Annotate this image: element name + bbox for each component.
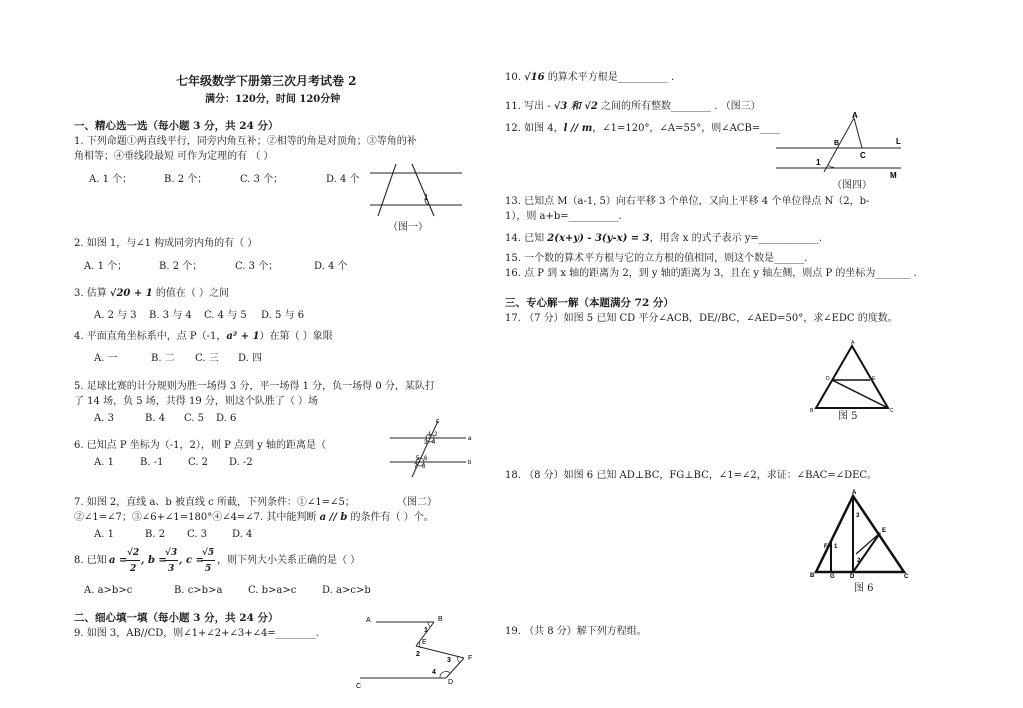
q11-text — [505, 101, 761, 113]
q3-math: √20 + 1 — [109, 288, 153, 299]
q3-option-d: D. 5 与 6 — [261, 310, 305, 321]
q1-option-d: D. 4 个 — [326, 174, 360, 185]
q8-a-fraction-bar — [126, 560, 140, 561]
figure-2 — [384, 415, 474, 480]
figure-6-label-A: A — [852, 490, 857, 496]
q8-c-label: , c = — [179, 555, 204, 566]
figure-2-caption: （图二） — [397, 497, 437, 508]
figure-2-label-1: 1 — [428, 432, 432, 438]
figure-1-label-angle-1: 1 — [424, 193, 429, 202]
section-2-heading: 二、细心填一填（每小题 3 分，共 24 分） — [74, 612, 279, 624]
figure-6-label-1: 1 — [834, 544, 838, 550]
figure-2-label-7: 7 — [414, 464, 418, 470]
q8-c-denominator: 5 — [205, 564, 212, 574]
q4-suffix: ）在第（ ）象限 — [259, 331, 333, 342]
q8-b-fraction-bar — [164, 560, 178, 561]
q8-b-numerator: √3 — [165, 548, 178, 558]
q10-suffix: 的算术平方根是__________ . — [544, 72, 675, 83]
figure-6-label-D: D — [850, 574, 855, 580]
figure-3-label-D: D — [448, 679, 454, 686]
figure-5-label-A: A — [851, 340, 855, 346]
q4-option-b: B. 二 — [151, 353, 175, 364]
figure-4-caption: （图四） — [832, 180, 872, 191]
q1-option-c: C. 3 个； — [240, 174, 284, 185]
q15-text: 15. 一个数的算术平方根与它的立方根的值相同，则这个数是______. — [505, 253, 808, 264]
section-1-heading: 一、精心选一选（每小题 3 分，共 24 分） — [74, 120, 279, 132]
q11-suffix: 之间的所有整数________ . （图三） — [597, 101, 761, 112]
q3-option-c: C. 4 与 5 — [204, 310, 247, 321]
q12-suffix: ，∠1=120°，∠A=55°，则∠ACB=____ — [592, 123, 781, 134]
q19-text: 19. （共 8 分）解下列方程组。 — [505, 626, 647, 637]
q5-option-a: A. 3 — [94, 413, 114, 424]
figure-5-label-C: C — [890, 408, 894, 414]
figure-6-label-2: 2 — [857, 558, 861, 564]
q6-option-b: B. -1 — [140, 457, 164, 468]
q8-option-a: A. a>b>c — [84, 585, 133, 596]
q4-option-d: D. 四 — [238, 353, 263, 364]
q7-option-c: C. 3 — [187, 529, 208, 540]
q4-text — [74, 331, 333, 343]
figure-2-label-6: 6 — [424, 456, 428, 462]
q14-prefix: 14. 已知 — [505, 233, 548, 244]
figure-2-label-5: 5 — [416, 456, 420, 462]
figure-4-label-A: A — [852, 111, 858, 120]
q7-math: a // b — [319, 512, 348, 523]
figure-3-label-E: E — [422, 639, 427, 646]
figure-4-label-1: 1 — [816, 158, 821, 167]
q8-suffix: ，则下列大小关系正确的是（ ） — [217, 555, 361, 566]
figure-6-label-G: G — [830, 574, 835, 580]
exam-title: 七年级数学下册第三次月考试卷 2 — [176, 74, 357, 88]
q4-option-a: A. 一 — [94, 353, 118, 364]
figure-4-label-B: B — [834, 140, 840, 147]
figure-3-label-F: F — [468, 655, 473, 662]
q2-option-b: B. 2 个； — [159, 261, 203, 272]
q2-option-d: D. 4 个 — [314, 261, 348, 272]
figure-4-label-C: C — [860, 151, 866, 160]
figure-6-label-F: F — [824, 544, 828, 550]
q7-line1: 7. 如图 2，直线 a、b 被直线 c 所截，下列条件：①∠1=∠5； — [74, 497, 355, 508]
figure-4 — [776, 112, 906, 178]
q17-text: 17. （7 分）如图 5 已知 CD 平分∠ACB，DE//BC，∠AED=50°，求∠EDC 的度数。 — [505, 313, 898, 324]
q8-c-fraction-bar — [201, 560, 215, 561]
q4-option-c: C. 三 — [195, 353, 219, 364]
section-3-heading: 三、专心解一解（本题满分 72 分） — [505, 297, 674, 309]
figure-3-label-3: 3 — [447, 657, 451, 664]
q9-text: 9. 如图 3，AB//CD，则∠1+∠2+∠3+∠4=________. — [74, 628, 319, 639]
q11-prefix: 11. 写出 - — [505, 101, 554, 112]
q10-math: √16 — [524, 72, 545, 83]
figure-5-caption: 图 5 — [838, 411, 858, 422]
figure-2-label-2: 2 — [434, 432, 438, 438]
figure-6-label-E: E — [882, 528, 887, 534]
q2-text: 2. 如图 1，与∠1 构成同旁内角的有（ ） — [74, 238, 258, 249]
q5-option-d: D. 6 — [216, 413, 237, 424]
q12-text — [505, 123, 780, 135]
figure-6-label-B: B — [810, 573, 815, 579]
q3-prefix: 3. 估算 — [74, 288, 110, 299]
q14-suffix: ，用含 x 的式子表示 y=____________. — [649, 233, 822, 244]
q7-line2 — [74, 512, 434, 524]
q12-prefix: 12. 如图 4， — [505, 123, 564, 134]
figure-3-label-1: 1 — [424, 627, 428, 634]
figure-2-label-a: a — [468, 436, 472, 442]
q6-option-d: D. -2 — [229, 457, 253, 468]
q6-option-c: C. 2 — [188, 457, 209, 468]
figure-5-label-E: E — [872, 376, 876, 382]
q1-line1: 1. 下列命题①两直线平行，同旁内角互补；②相等的角是对顶角；③等角的补 — [74, 136, 417, 147]
q8-b-label: , b = — [141, 555, 167, 566]
figure-4-label-L: L — [896, 137, 901, 146]
q7-line2-a: ②∠1=∠7；③∠6+∠1=180°④∠4=∠7. 其中能判断 — [74, 512, 320, 523]
q4-prefix: 4. 平面直角坐标系中，点 P（-1， — [74, 331, 227, 342]
q5-line2: 了 14 场，负 5 场，共得 19 分，则这个队胜了（ ）场 — [74, 396, 319, 407]
figure-4-label-M: M — [890, 171, 897, 180]
q8-c-numerator: √5 — [202, 548, 215, 558]
figure-3-label-4: 4 — [432, 669, 436, 676]
q7-option-a: A. 1 — [94, 529, 114, 540]
figure-3-label-B: B — [438, 616, 443, 623]
q8-option-d: D. a>c>b — [322, 585, 371, 596]
figure-2-label-b: b — [468, 460, 472, 466]
figure-3-label-2: 2 — [416, 651, 420, 658]
q13-line2: 1），则 a+b=__________. — [505, 211, 622, 222]
q1-option-b: B. 2 个； — [164, 174, 208, 185]
figure-2-label-c: c — [436, 418, 440, 425]
q7-line2-b: 的条件有（ ）个。 — [347, 512, 434, 523]
figure-6-label-C: C — [904, 574, 909, 580]
q8-a-numerator: √2 — [127, 548, 140, 558]
figure-2-label-3: 3 — [424, 440, 428, 446]
q11-math: √3 和 √2 — [553, 101, 598, 112]
q10-prefix: 10. — [505, 72, 525, 83]
q5-line1: 5. 足球比赛的计分规则为胜一场得 3 分，平一场得 1 分，负一场得 0 分，某队打 — [74, 381, 435, 392]
q18-text: 18. （8 分）如图 6 已知 AD⊥BC，FG⊥BC，∠1=∠2，求证：∠BAC=∠DEC。 — [505, 470, 878, 481]
figure-2-label-4: 4 — [432, 440, 436, 446]
q2-option-a: A. 1 个； — [84, 261, 128, 272]
figure-5 — [810, 340, 895, 412]
figure-6-caption: 图 6 — [854, 583, 874, 594]
figure-1 — [364, 160, 464, 220]
q16-text: 16. 点 P 到 x 轴的距离为 2，到 y 轴的距离为 3，且在 y 轴左侧，则点 P 的坐标为_______ . — [505, 268, 917, 279]
figure-1-caption: （图一） — [388, 222, 428, 233]
q13-line1: 13. 已知点 M（a-1, 5）向右平移 3 个单位，又向上平移 4 个单位得点 N（2，b- — [505, 196, 870, 207]
q7-option-d: D. 4 — [232, 529, 253, 540]
q1-line2: 角相等；④垂线段最短 可作为定理的有 （ ） — [74, 151, 274, 162]
figure-6-label-3: 3 — [856, 513, 860, 519]
q5-option-c: C. 5 — [184, 413, 205, 424]
figure-5-label-D: D — [826, 376, 830, 382]
q1-option-a: A. 1 个； — [89, 174, 133, 185]
figure-3 — [352, 612, 487, 692]
q8-option-c: C. b>a>c — [248, 585, 297, 596]
q14-math: 2(x+y) - 3(y-x) = 3 — [547, 233, 650, 244]
figure-3-label-A: A — [366, 617, 371, 624]
q5-option-b: B. 4 — [145, 413, 166, 424]
exam-subtitle: 满分：120分，时间 120分钟 — [205, 94, 341, 105]
q10-text — [505, 72, 674, 84]
q3-option-a: A. 2 与 3 — [94, 310, 137, 321]
q12-math: l // m — [563, 123, 593, 134]
q14-text — [505, 233, 822, 245]
q7-option-b: B. 2 — [145, 529, 166, 540]
q8-a-denominator: 2 — [130, 564, 137, 574]
figure-3-label-C: C — [356, 683, 362, 690]
figure-5-label-B: B — [810, 408, 814, 414]
q2-option-c: C. 3 个； — [235, 261, 279, 272]
q4-math: a² + 1 — [226, 331, 260, 342]
q3-text — [74, 288, 229, 300]
figure-6 — [808, 490, 908, 578]
q6-text: 6. 已知点 P 坐标为（-1，2），则 P 点到 y 轴的距离是（ — [74, 440, 327, 451]
figure-2-label-8: 8 — [422, 464, 426, 470]
q8-option-b: B. c>b>a — [174, 585, 223, 596]
q3-option-b: B. 3 与 4 — [149, 310, 192, 321]
q8-prefix: 8. 已知 — [74, 555, 107, 566]
q8-b-denominator: 3 — [168, 564, 175, 574]
q3-suffix: 的值在（ ）之间 — [152, 288, 230, 299]
q6-option-a: A. 1 — [94, 457, 114, 468]
q8-a-label: a = — [109, 555, 128, 566]
